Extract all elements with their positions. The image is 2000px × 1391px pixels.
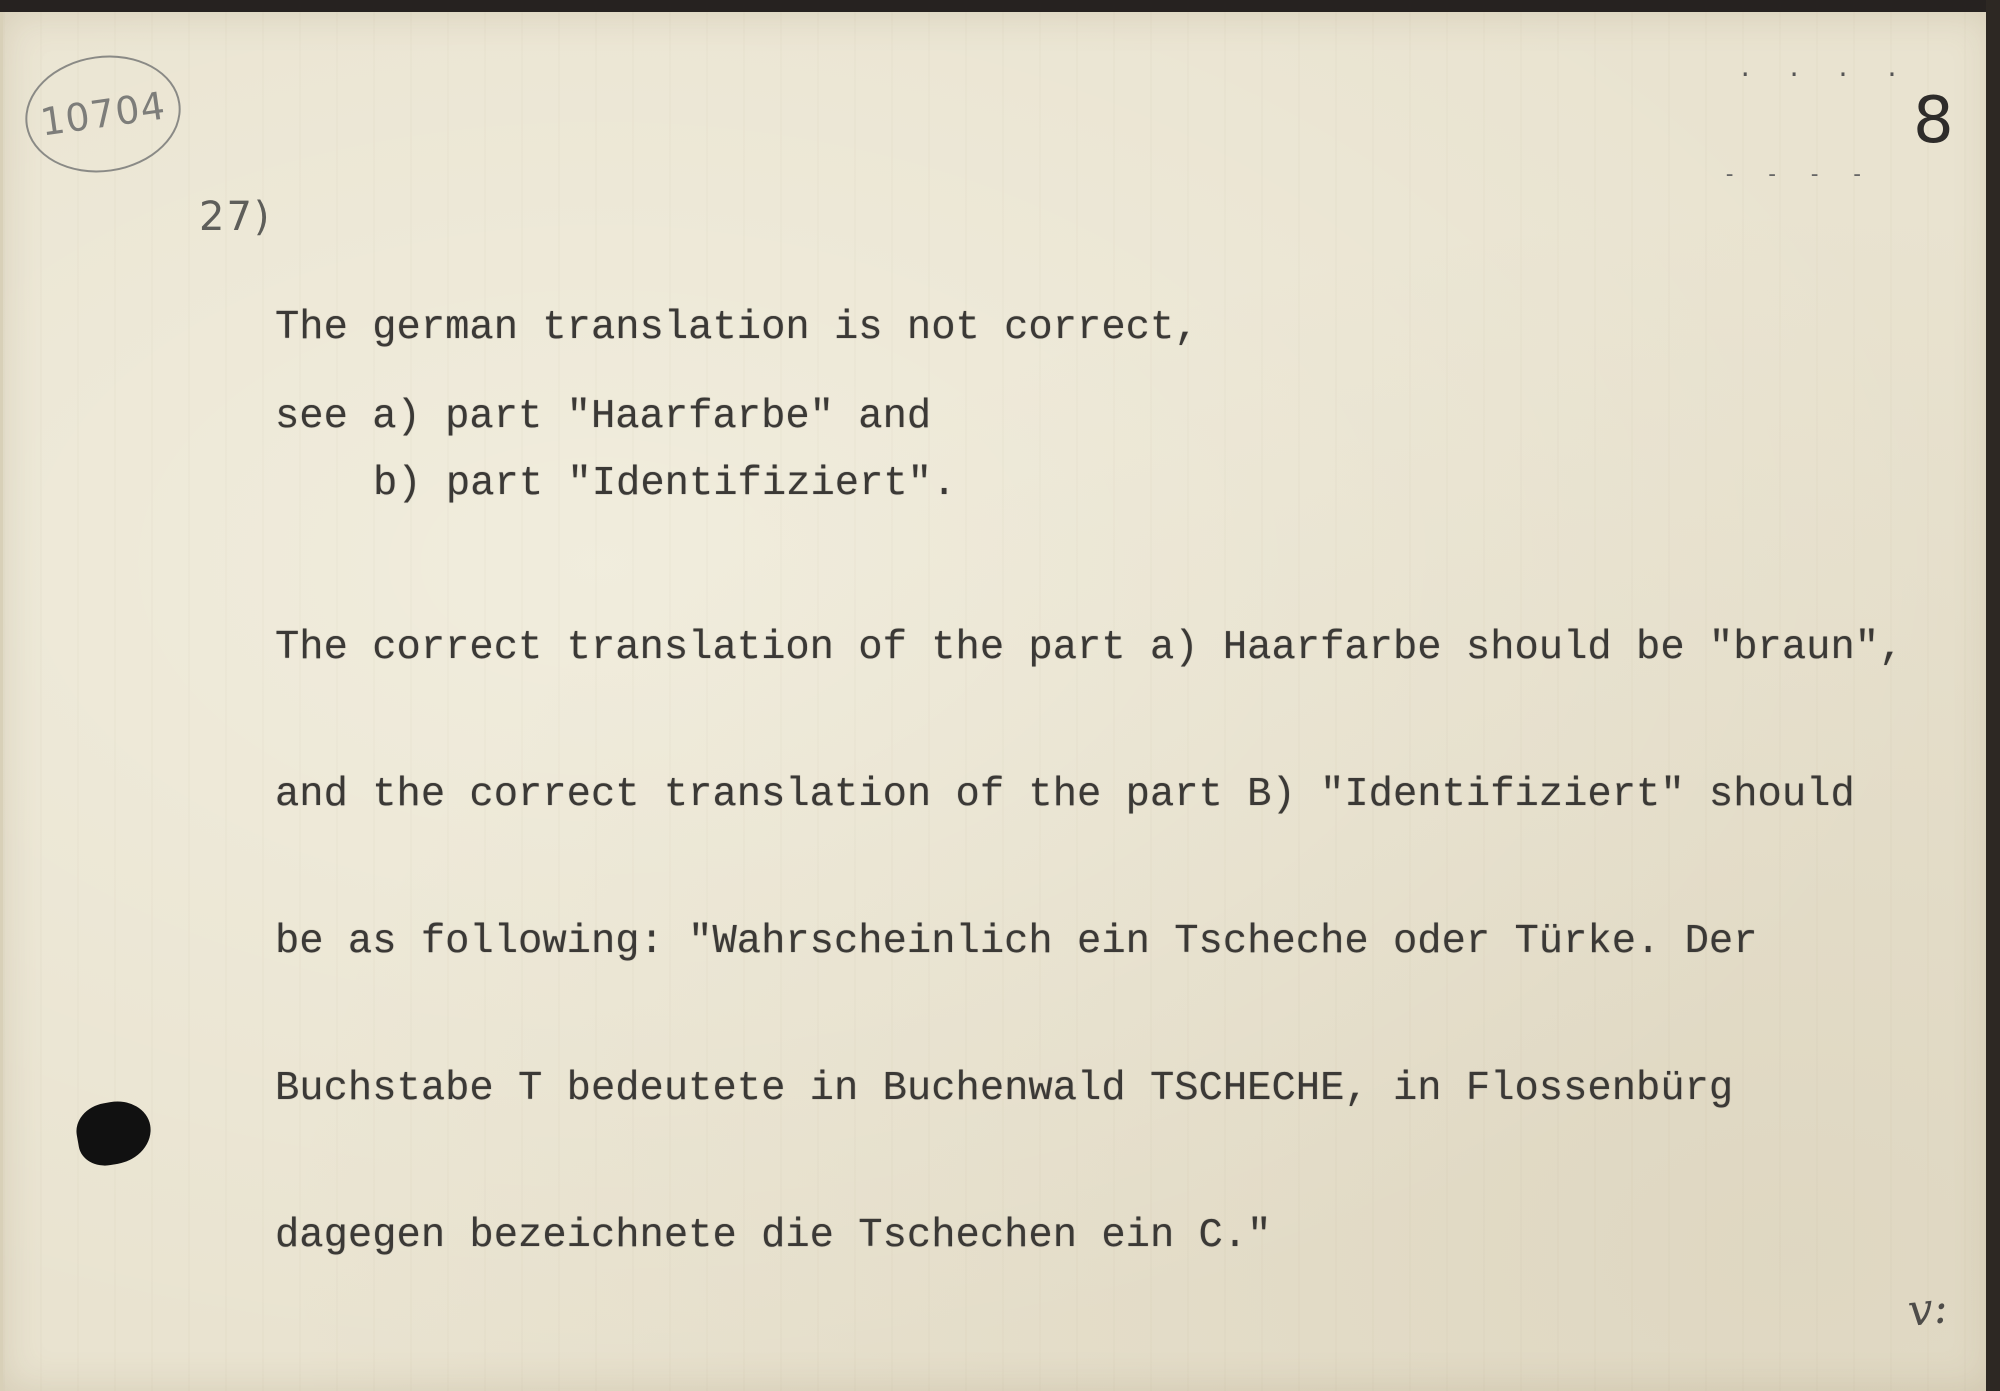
header-dashes: - - - -	[1723, 162, 1872, 187]
reference-line-b: b) part "Identifiziert".	[373, 461, 957, 507]
punch-hole	[72, 1096, 156, 1170]
item-number: 27)	[199, 194, 272, 240]
reference-line-a: see a) part "Haarfarbe" and	[275, 394, 932, 440]
correction-paragraph	[275, 547, 1903, 1363]
handwritten-initials: v:	[1905, 1282, 1951, 1337]
page-number: 8	[1913, 84, 1954, 158]
paragraph-line: be as following: "Wahrscheinlich ein Tscheche oder Türke. Der	[275, 919, 1758, 965]
stamp-number: 10704	[37, 83, 169, 145]
paragraph-line: Buchstabe T bedeutete in Buchenwald TSCHECHE, in Flossenbürg	[275, 1066, 1734, 1112]
header-dots: . . . .	[1738, 54, 1910, 82]
archive-stamp	[18, 46, 189, 183]
paragraph-line: and the correct translation of the part B) "Identifiziert" should	[275, 772, 1855, 818]
paragraph-line: The correct translation of the part a) Haarfarbe should be "braun",	[275, 625, 1904, 671]
document-card	[0, 12, 1993, 1391]
statement-line: The german translation is not correct,	[275, 305, 1199, 351]
paragraph-line: dagegen bezeichnete die Tschechen ein C."	[275, 1213, 1272, 1259]
scan-right-edge	[1986, 0, 2000, 1391]
scan-top-edge	[0, 0, 2000, 12]
